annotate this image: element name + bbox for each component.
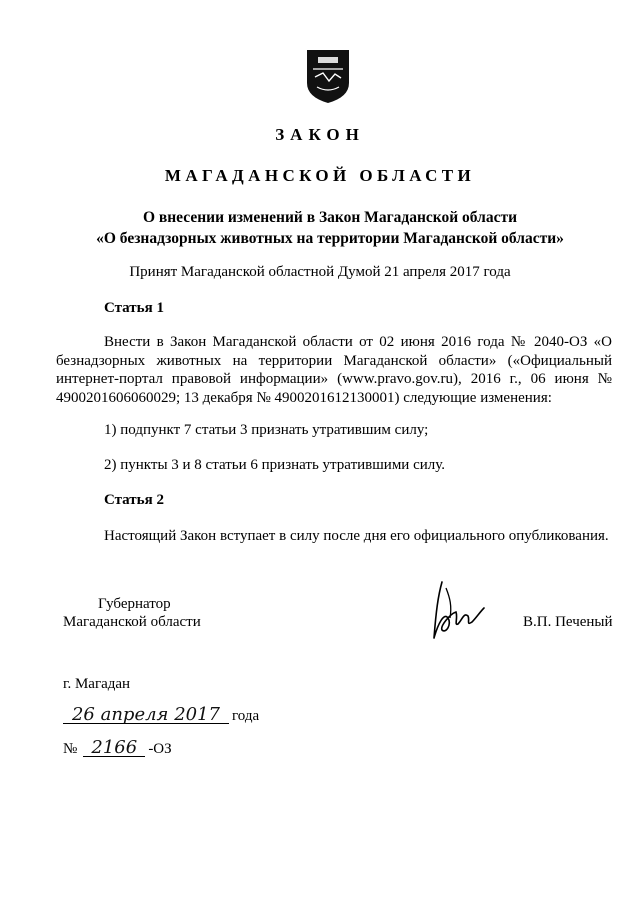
governor-title-line-1: Губернатор: [98, 596, 171, 612]
handwritten-law-number: 2166: [83, 740, 145, 757]
law-number-line: [63, 737, 172, 758]
article-1-heading: Статья 1: [104, 300, 164, 316]
handwritten-date: 26 апреля 2017: [63, 707, 229, 724]
article-1-paragraph: Внести в Закон Магаданской области от 02 июня 2016 года № 2040-ОЗ «О безнадзорных животных на территории Магаданской области» («Официальный интернет-портал правовой информации» (www.pravo.gov.ru), 2016 г., 06 июня № 4900201606060029; 13 декабря № 4900201612130001) следующие изменения:: [56, 334, 612, 406]
law-subject: [60, 207, 600, 249]
date-suffix: года: [232, 708, 260, 724]
adoption-statement: Принят Магаданской областной Думой 21 апреля 2017 года: [129, 264, 511, 280]
governor-signature: [428, 578, 486, 642]
subject-line-2: «О безнадзорных животных на территории Магаданской области»: [96, 230, 564, 247]
governor-name: В.П. Печеный: [523, 614, 613, 630]
signing-city: г. Магадан: [63, 676, 131, 692]
subject-line-1: О внесении изменений в Закон Магаданской области: [142, 209, 518, 226]
coat-of-arms-emblem: [303, 47, 353, 105]
article-2-heading: Статья 2: [104, 492, 164, 508]
document-type-title: ЗАКОН: [275, 125, 365, 144]
region-title: МАГАДАНСКОЙ ОБЛАСТИ: [164, 166, 476, 185]
governor-title-line-2: Магаданской области: [63, 614, 201, 630]
article-2-paragraph: Настоящий Закон вступает в силу после дня его официального опубликования.: [104, 528, 609, 544]
number-suffix: -ОЗ: [148, 741, 172, 757]
number-prefix: №: [63, 741, 78, 757]
article-1-item-2: 2) пункты 3 и 8 статьи 6 признать утратившими силу.: [104, 457, 446, 473]
signing-date-line: [63, 704, 260, 725]
article-1-item-1: 1) подпункт 7 статьи 3 признать утратившим силу;: [104, 422, 429, 438]
